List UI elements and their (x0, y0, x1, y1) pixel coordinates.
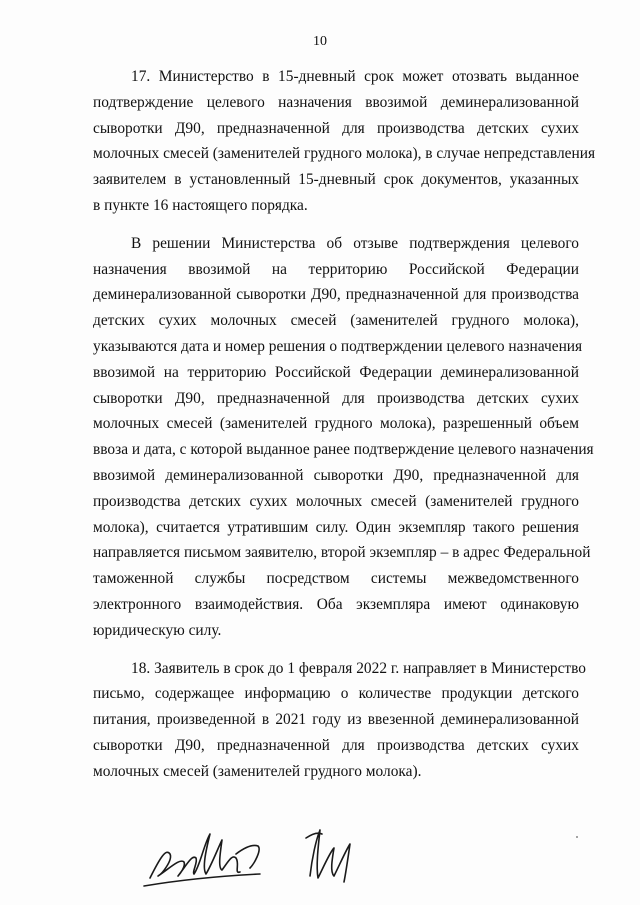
text-line: молочных смесей (заменителей грудного молока). (93, 762, 422, 780)
page-number: 10 (313, 34, 327, 49)
text-line: В решении Министерства об отзыве подтверждения целевого (131, 234, 579, 252)
text-line: таможенной службы посредством системы межведомственного (93, 570, 579, 588)
first-signature-tail (236, 845, 259, 868)
text-line: заявителем в установленный 15-дневный срок документов, указанных (93, 171, 579, 189)
paragraph-revocation-decision (93, 231, 594, 644)
text-line: сыворотки Д90, предназначенной для производства детских сухих (93, 389, 579, 407)
paragraph-17 (93, 64, 596, 219)
text-line: ввозимой деминерализованной сыворотки Д90, предназначенной для (93, 466, 579, 484)
text-line: молока), считается утратившим силу. Один экземпляр такого решения (93, 518, 579, 536)
text-line: 18. Заявитель в срок до 1 февраля 2022 г. направляет в Министерство (131, 659, 586, 677)
text-line: юридическую силу. (93, 621, 222, 639)
first-signature-stroke (150, 834, 240, 878)
text-line: питания, произведенной в 2021 году из ввезенной деминерализованной (93, 711, 579, 729)
text-line: ввозимой на территорию Российской Федерации деминерализованной (93, 363, 579, 381)
text-line: направляется письмом заявителю, второй экземпляр – в адрес Федеральной (93, 544, 591, 562)
text-line: детских сухих молочных смесей (заменителей грудного молока), (93, 312, 579, 330)
text-line: назначения ввозимой на территорию Российской Федерации (93, 260, 579, 278)
text-line: указываются дата и номер решения о подтверждении целевого назначения (93, 337, 583, 355)
initials-signatures (140, 818, 400, 898)
text-line: молочных смесей (заменителей грудного молока), в случае непредставления (93, 145, 596, 163)
text-line: ввоза и дата, с которой выданное ранее подтверждение целевого назначения (93, 441, 594, 459)
text-line: в пункте 16 настоящего порядка. (93, 196, 308, 214)
text-line: молочных смесей (заменителей грудного молока), разрешенный объем (93, 415, 579, 433)
second-signature-stroke (310, 830, 350, 882)
text-line: сыворотки Д90, предназначенной для производства детских сухих (93, 119, 579, 137)
text-line: электронного взаимодействия. Оба экземпляра имеют одинаковую (93, 595, 579, 613)
text-line: деминерализованной сыворотки Д90, предназначенной для производства (93, 286, 579, 304)
text-line: сыворотки Д90, предназначенной для производства детских сухих (93, 736, 579, 754)
signature-image (140, 818, 400, 898)
text-line: 17. Министерство в 15-дневный срок может отозвать выданное (131, 68, 579, 85)
text-line: письмо, содержащее информацию о количестве продукции детского (93, 685, 579, 703)
first-signature-underline (144, 874, 260, 886)
document-body (93, 64, 596, 797)
text-line: производства детских сухих молочных смесей (заменителей грудного (93, 492, 579, 510)
text-line: подтверждение целевого назначения ввозимой деминерализованной (93, 93, 579, 111)
scan-speck (576, 836, 578, 838)
paragraph-18 (93, 656, 586, 785)
